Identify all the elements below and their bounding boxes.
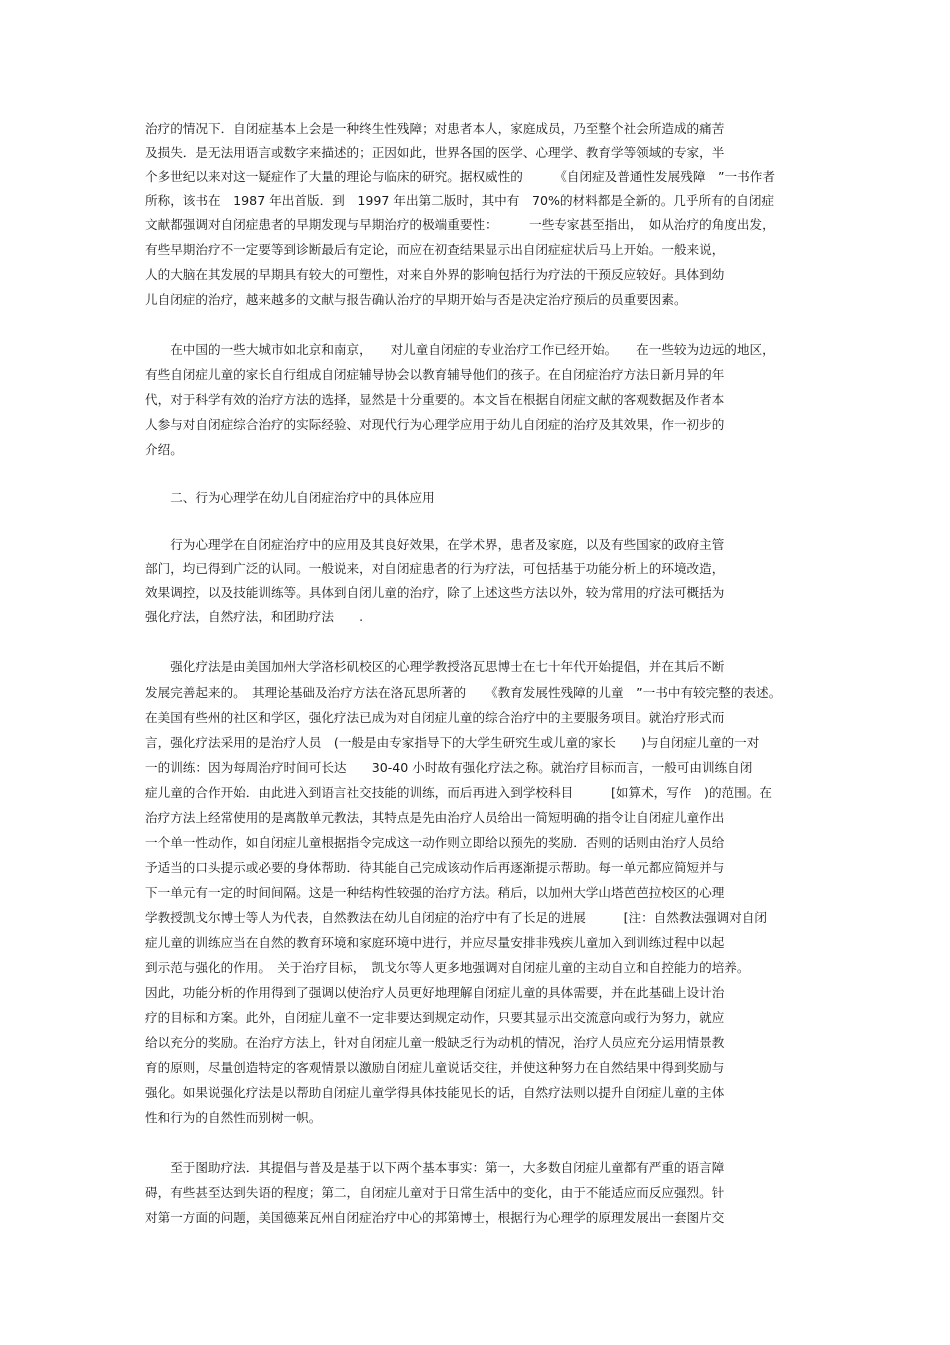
text-line: 所称，该书在 1987 年出首版．到 1997 年出第二版时，其中有 70%的材料都是全新的。几乎所有的自闭症 — [145, 193, 775, 208]
text-line: 及损失．是无法用语言或数字来描述的；正因如此，世界各国的医学、心理学、教育学等领域的专家，半 — [145, 145, 725, 160]
text-line: 下一单元有一定的时间间隔。这是一种结构性较强的治疗方法。稍后，以加州大学山塔芭芭拉校区的心理 — [145, 885, 725, 900]
text-line: 有些自闭症儿童的家长自行组成自闭症辅导协会以教育辅导他们的孩子。在自闭症治疗方法日新月异的年 — [145, 367, 725, 382]
text-line: 发展完善起来的。 其理论基础及治疗方法在洛瓦思所著的 《教育发展性残障的儿童 ”一书中有较完整的表述。 — [145, 685, 782, 700]
text-line: 个多世纪以来对这一疑症作了大量的理论与临床的研究。据权威性的 《自闭症及普通性发展残障 ”一书作者 — [145, 169, 775, 184]
text-line: 一的训练：因为每周治疗时间可长达 30-40 小时故有强化疗法之称。就治疗目标而言，一般可由训练自闭 — [145, 760, 753, 775]
text-line: 一个单一性动作，如自闭症儿童根据指令完成这一动作则立即给以预先的奖励．否则的话则由治疗人员给 — [145, 835, 725, 850]
text-line: 育的原则，尽量创造特定的客观情景以激励自闭症儿童说话交往，并使这种努力在自然结果中得到奖励与 — [145, 1060, 725, 1075]
text-line: 在中国的一些大城市如北京和南京， 对儿童自闭症的专业治疗工作已经开始。 在一些较为边远的地区， — [145, 342, 775, 357]
text-line: 碍，有些甚至达到失语的程度；第二，自闭症儿童对于日常生活中的变化，由于不能适应而反应强烈。针 — [145, 1185, 725, 1200]
text-line: 文献都强调对自闭症患者的早期发现与早期治疗的极端重要性： 一些专家甚至指出， 如从治疗的角度出发， — [145, 217, 775, 232]
text-line: 治疗方法上经常使用的是离散单元教法，其特点是先由治疗人员给出一简短明确的指令让自闭症儿童作出 — [145, 810, 725, 825]
text-line: 强化疗法是由美国加州大学洛杉矶校区的心理学教授洛瓦思博士在七十年代开始提倡，并在其后不断 — [145, 659, 725, 674]
text-line: 强化。如果说强化疗法是以帮助自闭症儿童学得具体技能见长的话，自然疗法则以提升自闭症儿童的主体 — [145, 1085, 725, 1100]
text-line: 到示范与强化的作用。 关于治疗目标， 凯戈尔等人更多地强调对自闭症儿童的主动自立和自控能力的培养。 — [145, 960, 750, 975]
text-line: 有些早期治疗不一定要等到诊断最后有定论，而应在初查结果显示出自闭症症状后马上开始。一般来说， — [145, 242, 725, 257]
text-line: 给以充分的奖励。在治疗方法上，针对自闭症儿童一般缺乏行为动机的情况，治疗人员应充分运用情景教 — [145, 1035, 725, 1050]
text-line: 对第一方面的问题，美国德莱瓦州自闭症治疗中心的邦第博士，根据行为心理学的原理发展出一套图片交 — [145, 1210, 725, 1225]
text-line: 症儿童的合作开始．由此进入到语言社交技能的训练，而后再进入到学校科目 [如算术，写作 )的范围。在 — [145, 785, 772, 800]
text-line: 儿自闭症的治疗，越来越多的文献与报告确认治疗的早期开始与否是决定治疗预后的员重要因素。 — [145, 292, 687, 307]
text-line: 在美国有些州的社区和学区，强化疗法已成为对自闭症儿童的综合治疗中的主要服务项目。就治疗形式而 — [145, 710, 725, 725]
text-line: 疗的目标和方案。此外，自闭症儿童不一定非要达到规定动作，只要其显示出交流意向或行为努力，就应 — [145, 1010, 725, 1025]
text-line: 言，强化疗法采用的是治疗人员 (一般是由专家指导下的大学生研究生或儿童的家长 )与自闭症儿童的一对 — [145, 735, 760, 750]
text-line: 行为心理学在自闭症治疗中的应用及其良好效果，在学术界，患者及家庭，以及有些国家的政府主管 — [145, 537, 725, 552]
section-heading: 二、行为心理学在幼儿自闭症治疗中的具体应用 — [145, 490, 435, 505]
text-line: 学教授凯戈尔博士等人为代表，自然教法在幼儿自闭症的治疗中有了长足的进展 [注：自然教法强调对自闭 — [145, 910, 768, 925]
text-line: 效果调控，以及技能训练等。具体到自闭儿童的治疗，除了上述这些方法以外，较为常用的疗法可概括为 — [145, 585, 725, 600]
text-line: 至于图助疗法．其提倡与普及是基于以下两个基本事实：第一，大多数自闭症儿童都有严重的语言障 — [145, 1160, 725, 1175]
text-line: 因此，功能分析的作用得到了强调以使治疗人员更好地理解自闭症儿童的具体需要，并在此基础上设计治 — [145, 985, 725, 1000]
text-line: 性和行为的自然性而别树一帜。 — [145, 1110, 322, 1125]
text-line: 介绍。 — [145, 442, 183, 457]
text-line: 治疗的情况下．自闭症基本上会是一种终生性残障；对患者本人，家庭成员，乃至整个社会所造成的痛苦 — [145, 121, 725, 136]
text-line: 强化疗法，自然疗法，和团助疗法 . — [145, 609, 364, 624]
text-line: 部门，均已得到广泛的认同。一般说来，对自闭症患者的行为疗法，可包括基于功能分析上的环境改造， — [145, 561, 725, 576]
text-line: 人参与对自闭症综合治疗的实际经验、对现代行为心理学应用于幼儿自闭症的治疗及其效果，作一初步的 — [145, 417, 725, 432]
text-line: 代，对于科学有效的治疗方法的选择，显然是十分重要的。本文旨在根据自闭症文献的客观数据及作者本 — [145, 392, 725, 407]
text-line: 症儿童的训练应当在自然的教育环境和家庭环境中进行，并应尽量安排非残疾儿童加入到训练过程中以起 — [145, 935, 725, 950]
text-line: 人的大脑在其发展的早期具有较大的可塑性，对来自外界的影响包括行为疗法的干预反应较好。具体到幼 — [145, 267, 725, 282]
text-line: 予适当的口头提示或必要的身体帮助．待其能自己完成该动作后再逐渐提示帮助。每一单元都应简短并与 — [145, 860, 725, 875]
